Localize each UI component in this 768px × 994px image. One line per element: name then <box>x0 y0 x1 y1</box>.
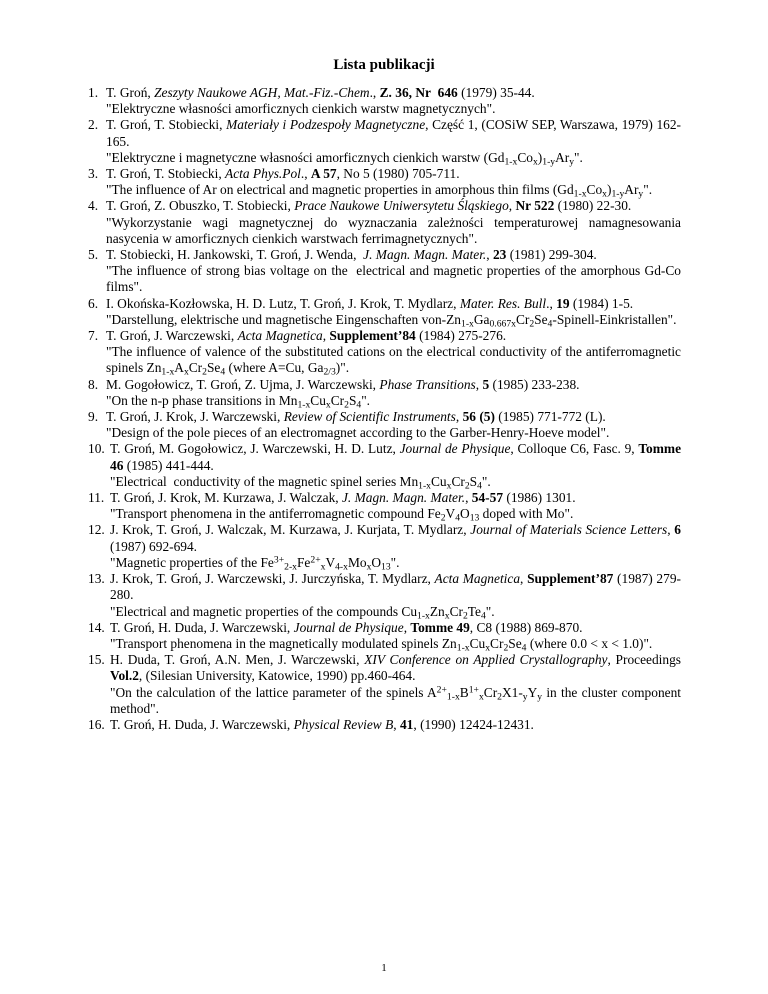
publication-citation: M. Gogołowicz, T. Groń, Z. Ujma, J. Warczewski, Phase Transitions, 5 (1985) 233-238. <box>106 376 580 392</box>
publication-entry <box>88 571 681 620</box>
publication-number: 8. <box>88 376 99 392</box>
publication-entry <box>88 652 681 717</box>
publication-entry <box>88 441 681 490</box>
publication-title: "Elektryczne własności amorficznych cienkich warstw magnetycznych". <box>106 101 496 117</box>
publication-entry <box>88 717 681 733</box>
publication-entry <box>88 198 681 247</box>
page-title: Lista publikacji <box>333 57 435 73</box>
publication-number: 14. <box>88 619 105 635</box>
publication-title: "On the calculation of the lattice parameter of the spinels $A^{2+}_{1-x}B^{1+}_xCr_2X1-_yY_y$ in the cluster component method". <box>110 684 681 716</box>
publication-entry <box>88 328 681 377</box>
publication-citation: T. Groń, J. Warczewski, Acta Magnetica, Supplement’84 (1984) 275-276. <box>106 328 507 344</box>
publication-citation: T. Groń, T. Stobiecki, Acta Phys.Pol., A 57, No 5 (1980) 705-711. <box>106 166 460 182</box>
publication-title: "Electrical conductivity of the magnetic spinel series $Mn_{1-x}Cu_xCr_2S_4$". <box>110 473 491 492</box>
publication-citation: T. Groń, J. Krok, J. Warczewski, Review of Scientific Instruments, 56 (5) (1985) 771-772 (L). <box>106 409 606 425</box>
publication-citation: T. Groń, M. Gogołowicz, J. Warczewski, H. D. Lutz, Journal de Physique, Colloque C6, Fasc. 9, Tomme 46 (1985) 441-444. <box>110 441 682 473</box>
publication-number: 11. <box>88 490 105 506</box>
publication-number: 16. <box>88 716 105 732</box>
publication-number: 5. <box>88 247 99 263</box>
publication-title: "Wykorzystanie wagi magnetycznej do wyznaczania zależności temperaturowej namagnesowania nasycenia w amorficznych cienkich warstwach ferrimagnetycznych". <box>106 214 681 246</box>
publication-entry <box>88 117 681 166</box>
publication-number: 9. <box>88 409 99 425</box>
publication-title: "Darstellung, elektrische und magnetische Eingenschaften von-$Zn_{1-x}Ga_{0.667x}Cr_2Se_4-Spinell$-Einkristallen". <box>106 311 677 330</box>
page-number: 1 <box>381 962 387 974</box>
publication-citation: H. Duda, T. Groń, A.N. Men, J. Warczewski, XIV Conference on Applied Crystallography, Proceedings Vol.2, (Silesian University, Katowice, 1990) pp.460-464. <box>110 652 681 684</box>
publication-entry <box>88 522 681 571</box>
publication-entry <box>88 409 681 441</box>
publication-citation: I. Okońska-Kozłowska, H. D. Lutz, T. Groń, J. Krok, T. Mydlarz, Mater. Res. Bull., 19 (1984) 1-5. <box>106 295 634 311</box>
publication-list <box>88 85 681 733</box>
publication-citation: J. Krok, T. Groń, J. Warczewski, J. Jurczyńska, T. Mydlarz, Acta Magnetica, Supplement’87 (1987) 279-280. <box>110 571 681 603</box>
publication-citation: T. Groń, H. Duda, J. Warczewski, Physical Review B, 41, (1990) 12424-12431. <box>110 716 534 732</box>
publication-title: "The influence of valence of the substituted cations on the electrical conductivity of the antiferromagnetic spinels $Zn_{1-x}A_xCr_2Se_4$ (where A=Cu, $Ga_{2/3}$)". <box>106 344 681 378</box>
publication-number: 10. <box>88 441 105 457</box>
publication-number: 12. <box>88 522 105 538</box>
publication-title: "The influence of Ar on electrical and magnetic properties in amorphous thin films $(Gd_{1-x}Co_x)_{1-y}Ar_y$". <box>106 182 653 200</box>
publication-citation: T. Groń, T. Stobiecki, Materiały i Podzespoły Magnetyczne, Część 1, (COSiW SEP, Warszawa, 1979) 162-165. <box>106 117 681 149</box>
publication-citation: T. Groń, Zeszyty Naukowe AGH, Mat.-Fiz.-Chem., Z. 36, Nr 646 (1979) 35-44. <box>106 85 535 100</box>
publication-title: "Magnetic properties of the $Fe^{3+}_{2-x}Fe^{2+}_xV_{4-x}Mo_xO_{13}$". <box>110 554 400 573</box>
publication-citation: J. Krok, T. Groń, J. Walczak, M. Kurzawa, J. Kurjata, T. Mydlarz, Journal of Materials Science Letters, 6 (1987) 692-694. <box>110 522 681 554</box>
publication-number: 15. <box>88 652 105 668</box>
publication-entry <box>88 620 681 652</box>
publication-number: 13. <box>88 571 105 587</box>
publication-title: "Transport phenomena in the magnetically modulated spinels $Zn_{1-x}Cu_xCr_2Se_4$ (where 0.0 < x < 1.0)". <box>110 635 653 654</box>
publication-title: "Electrical and magnetic properties of the compounds $Cu_{1-x}Zn_xCr_2Te_4$". <box>110 603 495 621</box>
publication-citation: T. Groń, H. Duda, J. Warczewski, Journal de Physique, Tomme 49, C8 (1988) 869-870. <box>110 619 583 635</box>
publication-entry <box>88 490 681 522</box>
publication-entry <box>88 296 681 328</box>
publication-entry <box>88 377 681 409</box>
publication-entry <box>88 85 681 117</box>
publication-title: "Design of the pole pieces of an electromagnet according to the Garber-Henry-Hoeve model". <box>106 425 610 441</box>
publication-title: "On the n-p phase transitions in $Mn_{1-x}Cu_xCr_2S_4$". <box>106 392 371 411</box>
publication-entry <box>88 166 681 198</box>
publication-entry <box>88 247 681 296</box>
publication-number: 4. <box>88 198 99 214</box>
publication-title: "Transport phenomena in the antiferromagnetic compound $Fe_2V_4O_{13}$ doped with Mo". <box>110 506 574 524</box>
publication-title: "The influence of strong bias voltage on the electrical and magnetic properties of the amorphous Gd-Co films". <box>106 263 681 295</box>
publication-title: "Elektryczne i magnetyczne własności amorficznych cienkich warstw $(Gd_{1-x}Co_x)_{1-y}Ar_y$". <box>106 149 583 168</box>
publication-citation: T. Groń, J. Krok, M. Kurzawa, J. Walczak, J. Magn. Magn. Mater., 54-57 (1986) 1301. <box>110 490 576 506</box>
publication-number: 3. <box>88 166 99 182</box>
publication-citation: T. Stobiecki, H. Jankowski, T. Groń, J. Wenda, J. Magn. Magn. Mater., 23 (1981) 299-304. <box>106 247 597 263</box>
publication-number: 7. <box>88 328 99 344</box>
publication-number: 1. <box>88 85 99 100</box>
publication-citation: T. Groń, Z. Obuszko, T. Stobiecki, Prace Naukowe Uniwersytetu Śląskiego, Nr 522 (1980) 22-30. <box>106 198 632 214</box>
publication-number: 6. <box>88 295 99 311</box>
publication-number: 2. <box>88 117 99 133</box>
